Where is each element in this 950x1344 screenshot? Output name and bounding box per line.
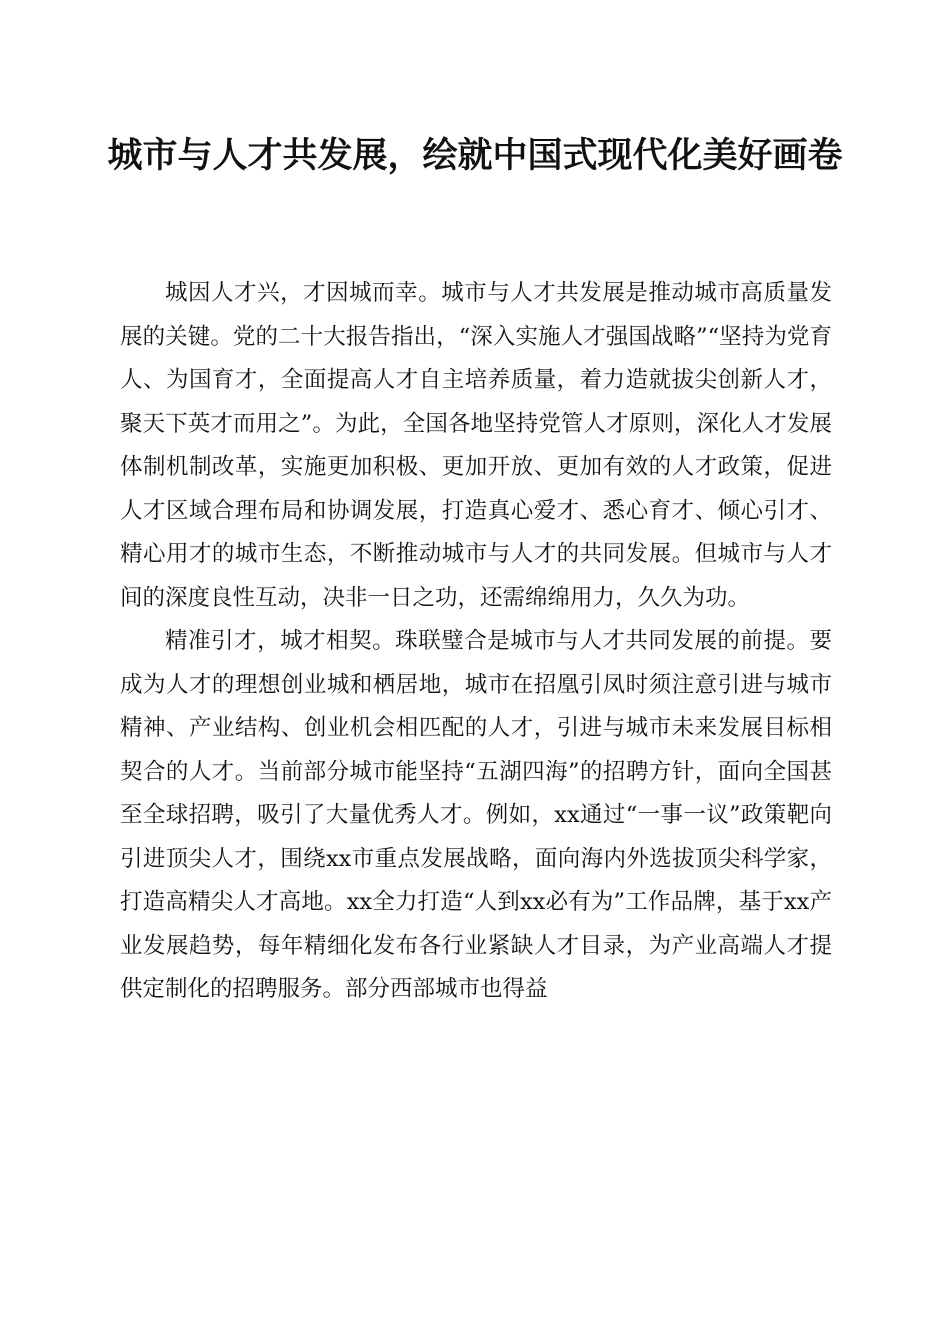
document-title: 城市与人才共发展，绘就中国式现代化美好画卷	[107, 135, 843, 176]
document-body	[120, 272, 832, 1012]
paragraph: 精准引才，城才相契。珠联璧合是城市与人才共同发展的前提。要成为人才的理想创业城和栖居地，城市在招凰引凤时须注意引进与城市精神、产业结构、创业机会相匹配的人才，引进与城市未来发展目标相契合的人才。当前部分城市能坚持“五湖四海”的招聘方针，面向全国甚至全球招聘，吸引了大量优秀人才。例如，xx通过“一事一议”政策靶向引进顶尖人才，围绕xx市重点发展战略，面向海内外选拔顶尖科学家，打造高精尖人才高地。xx全力打造“人到xx必有为”工作品牌，基于xx产业发展趋势，每年精细化发布各行业紧缺人才目录，为产业高端人才提供定制化的招聘服务。部分西部城市也得益	[120, 628, 832, 1002]
paragraph: 城因人才兴，才因城而幸。城市与人才共发展是推动城市高质量发展的关键。党的二十大报告指出，“深入实施人才强国战略”“坚持为党育人、为国育才，全面提高人才自主培养质量，着力造就拔尖创新人才，聚天下英才而用之”。为此，全国各地坚持党管人才原则，深化人才发展体制机制改革，实施更加积极、更加开放、更加有效的人才政策，促进人才区域合理布局和协调发展，打造真心爱才、悉心育才、倾心引才、精心用才的城市生态，不断推动城市与人才的共同发展。但城市与人才间的深度良性互动，决非一日之功，还需绵绵用力，久久为功。	[120, 280, 832, 611]
